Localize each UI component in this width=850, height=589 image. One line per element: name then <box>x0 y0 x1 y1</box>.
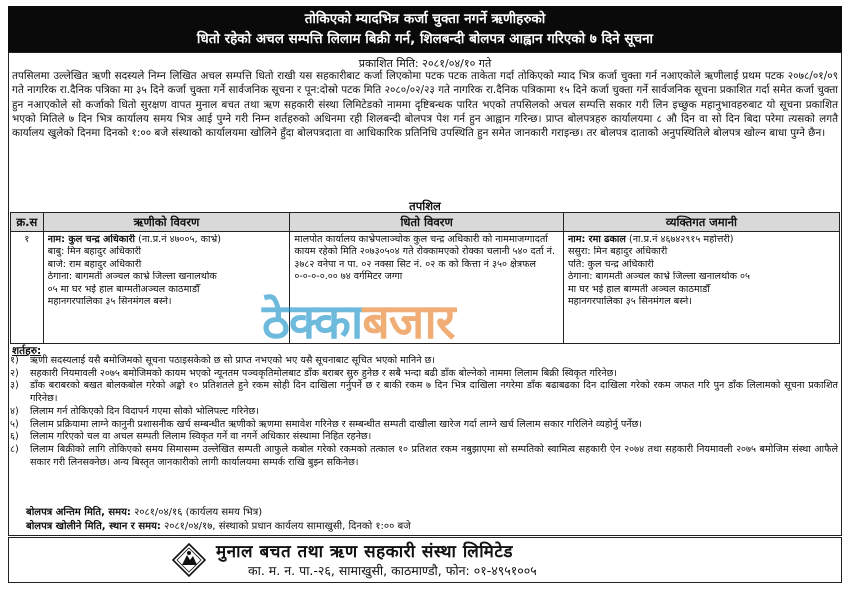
org-address: का. म. न. पा.-२६, सामाखुसी, काठमाण्डौ, फोन: ०१-४९५१००५ <box>248 563 537 578</box>
watermark-logo <box>262 288 454 353</box>
list-item: ४) लिलाम गर्न तोकिएको दिन विदापर्न गएमा सोको भोलिपल्ट गरिनेछ। <box>10 405 259 417</box>
borrower-citizenship: (ना.प्र.नं ४७००५, काभ्रे) <box>138 234 221 245</box>
list-item: २) सहकारी नियमावली २०७५ बमोजिमको कायम भएको न्यूनतम पञ्चकृतिमोलबाट डाँक बराबर सुरु हुनेछ र सबै भन्दा बढी डाँक बोल्नेको नाममा लिलाम बिक्री स्विकृत गरिनेछ। <box>10 367 618 379</box>
borrower-grandfather: बाजे: राम बहादुर अधिकारी <box>47 258 142 270</box>
borrower-address-3: महानगरपालिका ३५ सिनमंगल बस्ने। <box>47 296 172 308</box>
cell-sn: १ <box>11 232 44 344</box>
guarantor-address-2: मा घर भई हाल बाग्मती अञ्चल काठमाडौँ <box>567 283 710 295</box>
bid-opening-label: बोलपत्र खोलीने मिति, स्थान र समय: <box>26 521 161 532</box>
terms-list <box>10 355 838 469</box>
bid-deadline-value: २०८१/०४/१६ (कार्यलय समय भित्र) <box>134 507 263 518</box>
watermark-part-2: बजार <box>362 294 455 350</box>
list-item: ३) डाँक बराबरको बखत बोलकबोल गरेको अङ्को १० प्रतिशतले हुने रकम सोही दिन दाखिला गर्नुपर्ने छ र बाकी रकम ७ दिन भित्र दाखिला नगरेमा डाँक बढाबढका दिन दाखिला गरेको रकम जफत गरि पुन डाँक लिलामको सूचना प्रकाशित गरिनेछ। <box>10 380 838 405</box>
list-item: १) ऋणी सदस्यलाई यसै बमोजिमको सूचना पठाइसकेको छ सो प्राप्त नभएको भए यसै सूचनाबाट सूचित भएको मानिने छ। <box>10 355 435 366</box>
table-header-row <box>11 213 840 232</box>
guarantor-name: नाम: रमा ढकाल <box>567 234 626 245</box>
bid-opening-value: २०८१/०४/१७, संस्थाको प्रधान कार्यलय सामाखुसी, दिनको १:०० बजे <box>164 521 411 532</box>
guarantor-address-3: महानगरपालिका ३५ सिनमंगल बस्ने। <box>567 296 692 308</box>
header-borrower: ऋणीको विवरण <box>43 213 290 232</box>
guarantor-citizenship: (ना.प्र.नं ४६७४२९१५ महोत्तरी) <box>628 234 734 245</box>
list-item: ८) लिलाम बिक्रीको लागि तोकिएको समय सिमासम्म उल्लेखित सम्पती आफुले कबोल गरेको रकमको तत्काल १० प्रतिशत रकम नबुझाएमा सो सम्पतिको स्वामित्व सहकारी ऐन २०७४ तथा सहकारी नियमावली २०७५ बमोजिम संस्था आफैले सकार गरी लिनसक्नेछ। अन्य बिस्तृत जानकारीको लागी कार्यालयमा सम्पर्क राखि बुझ्न सकिनेछ। <box>10 443 838 468</box>
list-item: ५) लिलाम प्रक्रियामा लाग्ने कानुनी प्रशासनीक खर्च सम्बन्धीत ऋणीको ऋणमा समावेश गरिनेछ र सम्बन्धीत सम्पती दाखीला खारेज गर्दा लाग्ने खर्च लिलाम सकार गरिलिने व्यहोर्नु पर्नेछ। <box>10 418 642 430</box>
borrower-address-2: ०५ मा घर भई हाल बाग्मतीअञ्चल काठमाडौँ <box>47 283 200 295</box>
guarantor-husband: पति: कुल चन्द्र अधिकारी <box>567 258 654 270</box>
intro-paragraph: तपसिलमा उल्लेखित ऋणी सदस्यले निम्न लिखित अचल सम्पत्ति धितो राखी यस सहकारीबाट कर्जा लिएकोमा पटक पटक ताकेता गर्दा तोकिएको म्याद भित्र कर्जा चुक्ता गर्न नआएकोले ऋणीलाई प्रथम पटक २०७८/०१/०९ गते नागरिक रा.दैनिक पत्रिका मा ३५ दिने कर्जा चुक्ता गर्ने सार्वजनिक सूचना र पून:दोस्रो पटक मिति २०८०/०२/२३ गते नागरिक रा.दैनिक पत्रिकामा १५ दिने कर्जा चुक्ता गर्ने सार्वजनिक सूचना प्रकाशित गर्दा समेत कर्जा चुक्ता हुन नआएकोले सो कर्जाको धितो सुरक्षण वापत मुनाल बचत तथा ऋण सहकारी संस्था लिमिटेडको नाममा दृष्टिबन्धक पारित भएको तपसिलको अचल सम्पत्ति सकार गरी लिन इच्छुक महानुभावहरुबाट यो सूचना प्रकाशित भएको मितिले ७ दिन भित्र कार्यालय समय भित्र आई पुग्ने गरी निम्न शर्तहरुको अधिनमा रही शिलबन्दी बोलपत्र पेश गर्न हुन आह्वान गरिन्छ। प्राप्त बोलपत्रहरु कार्यालयमा ८ औ दिन वा सो दिन बिदा परेमा त्यसको लगतै कार्यालय खुलेको दिनमा दिनको १:०० बजे संस्थाको कार्यालयमा खोलिने हुँदा बोलपत्रदाता वा आधिकारिक प्रतिनिधि उपस्थिति हुन समेत जानकारी गराइन्छ। तर बोलपत्र दाताको अनुपस्थितिले बोलपत्र खोल्न बाधा पुग्ने छैन। <box>12 70 839 140</box>
borrower-name: नाम: कुल चन्द्र अधिकारी <box>47 234 136 245</box>
watermark-part-1: ठेक्का <box>262 294 363 350</box>
borrower-father: बाबु: मिन बहादुर अधिकारी <box>47 246 142 258</box>
terms-heading: शर्तहरु: <box>12 345 42 357</box>
bid-deadline-label: बोलपत्र अन्तिम मिति, समय: <box>26 507 131 518</box>
title-line-2: धितो रहेको अचल सम्पत्ति लिलाम बिक्री गर्न, शिलबन्दी बोलपत्र आह्वान गरिएको ७ दिने सूचना <box>196 31 654 47</box>
org-name: मुनाल बचत तथा ऋण सहकारी संस्था लिमिटेड <box>216 542 514 562</box>
header-guarantor: व्यक्तिगत जमानी <box>563 213 839 232</box>
notice-title-bar <box>8 6 842 52</box>
guarantor-address-1: ठेगाना: बागमती अञ्चल काभ्रे जिल्ला खनालथोक ०५ <box>567 271 751 283</box>
published-date: प्रकाशित मिति: २०८१/०४/१० गते <box>358 57 492 70</box>
cooperative-logo-icon <box>172 543 206 577</box>
header-collateral: धितो विवरण <box>290 213 564 232</box>
tapasil-heading: तपशिल <box>409 199 441 213</box>
list-item: ६) लिलाम गरिएको चल वा अचल सम्पती लिलाम स्विकृत गर्ने वा नगर्ने अधिकार संस्थामा निहित रहनेछ। <box>10 431 372 443</box>
header-sn: क्र.स <box>11 213 44 232</box>
collateral-details: मालपोत कार्यालय काभ्रेपलाञ्चोक कुल चन्द्र अधिकारी को नाममाजग्गादर्ता कायम रहेको मिति २०७३०५०४ गते रोक्कामएको रोक्का चलानी ५४० दर्ता नं. ३७८२ वनेपा न पा. ०२ नक्सा सिट नं. ०२ क को कित्ता नं ३५० क्षेत्रफल ०-०-०-०.०० ७४ वर्गमिटर जग्गा <box>294 234 555 283</box>
cell-guarantor <box>563 232 839 344</box>
bid-deadline <box>26 504 262 518</box>
cell-borrower <box>43 232 290 344</box>
borrower-address-1: ठेगाना: बागमती अञ्चल काभ्रे जिल्ला खनालथोक <box>47 271 217 283</box>
guarantor-father-in-law: ससुरा: मिन बहादुर अधिकारी <box>567 246 668 258</box>
bid-opening <box>26 518 411 532</box>
title-line-1: तोकिएको म्यादभित्र कर्जा चुक्ता नगर्ने ऋणीहरुको <box>304 11 546 27</box>
